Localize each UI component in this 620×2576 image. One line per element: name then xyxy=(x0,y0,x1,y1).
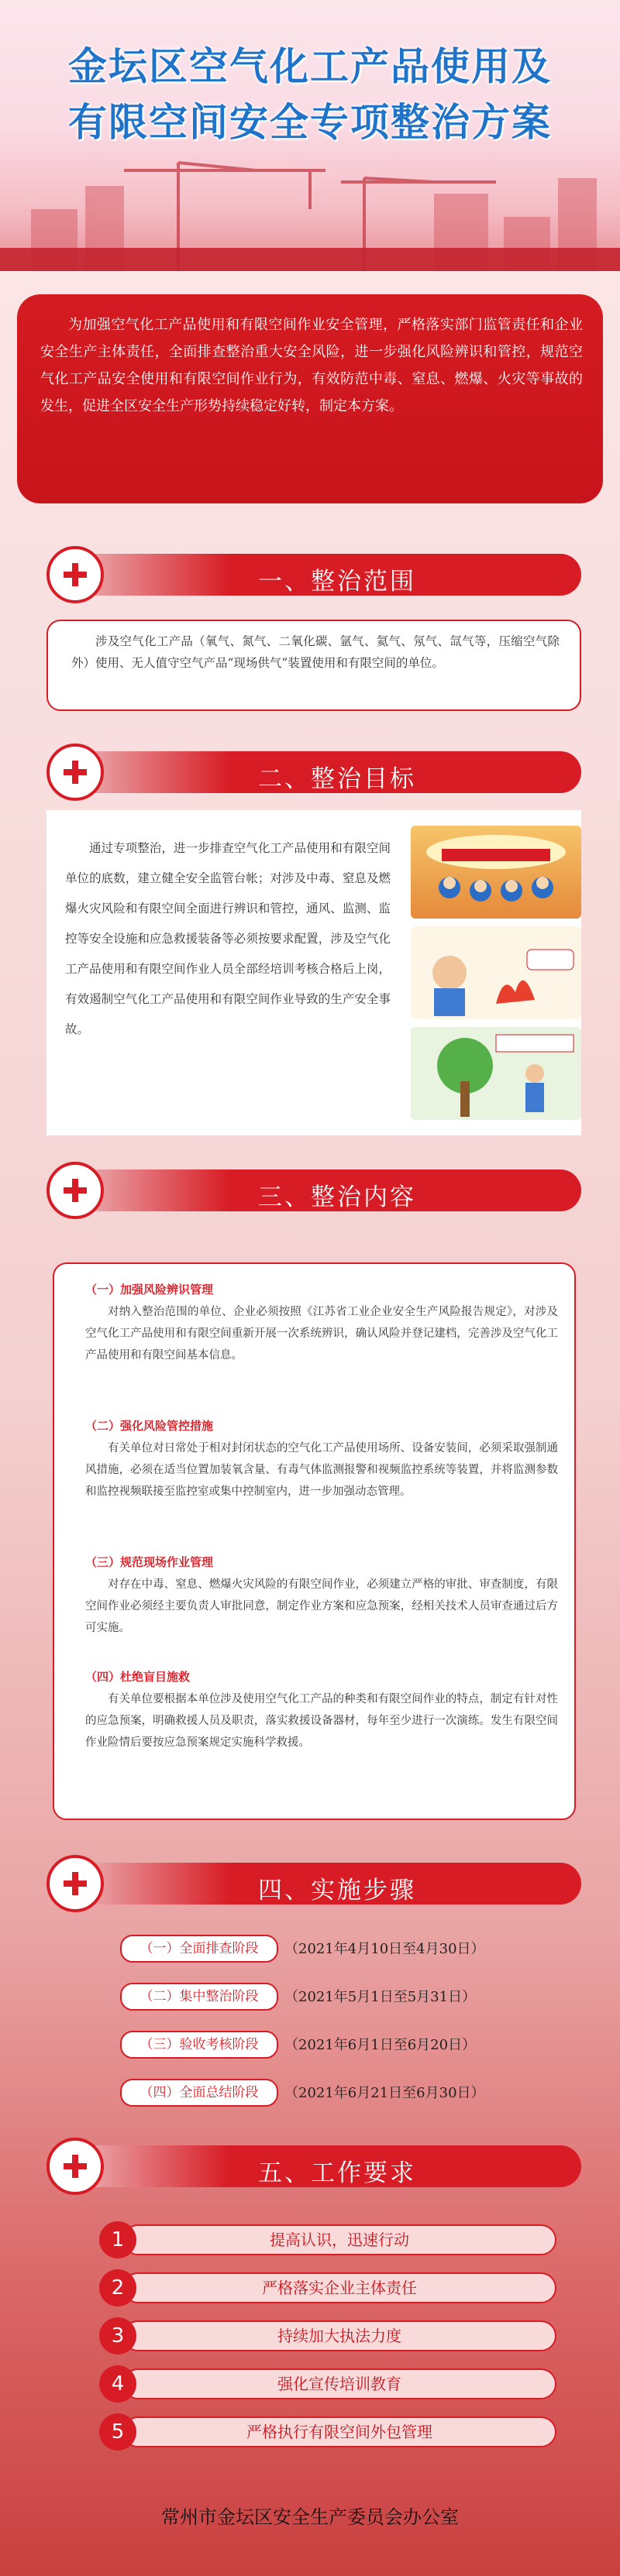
page-title-line1: 金坛区空气化工产品使用及 xyxy=(68,44,552,89)
requirement-text: 持续加大执法力度 xyxy=(122,2320,556,2351)
safety-cross-icon xyxy=(46,546,104,603)
step-date: （2021年6月21日至6月30日） xyxy=(284,2085,485,2101)
goals-box xyxy=(46,810,581,1135)
footer-issuer: 常州市金坛区安全生产委员会办公室 xyxy=(161,2506,459,2528)
content-heading-1: （一）加强风险辨识管理 xyxy=(85,1283,214,1297)
requirement-text: 严格落实企业主体责任 xyxy=(122,2272,556,2303)
section-header-scope xyxy=(46,546,581,603)
step-label: （二）集中整治阶段 xyxy=(120,1983,278,2011)
content-heading-2: （二）强化风险管控措施 xyxy=(85,1419,214,1433)
header-banner xyxy=(0,0,620,271)
fire-hazard-illustration xyxy=(411,926,581,1019)
step-label: （一）全面排查阶段 xyxy=(120,1935,278,1963)
requirement-number: 5 xyxy=(99,2413,136,2451)
safety-cross-icon xyxy=(46,1162,104,1219)
content-heading-3: （三）规范现场作业管理 xyxy=(85,1555,214,1569)
requirement-number: 2 xyxy=(99,2269,136,2306)
content-box xyxy=(53,1262,576,1820)
requirement-text: 强化宣传培训教育 xyxy=(122,2368,556,2399)
section-header-content xyxy=(46,1162,581,1219)
step-date: （2021年5月1日至5月31日） xyxy=(284,1989,477,2005)
section-title: 五、工作要求 xyxy=(258,2159,416,2187)
tree-watering-illustration xyxy=(411,1027,581,1120)
content-text-3: 对存在中毒、窒息、燃爆火灾风险的有限空间作业，必须建立严格的审批、审查制度，有限空间作业必须经主要负责人审批同意，制定作业方案和应急预案，经相关技术人员审查通过后方可实施。 xyxy=(85,1578,558,1634)
goals-text: 通过专项整治，进一步排查空气化工产品使用和有限空间单位的底数，建立健全安全监管台帐；对涉及中毒、窒息及燃爆火灾风险和有限空间全面进行辨识和管控，通风、监测、监控等安全设施和应急救援装备等必须按要求配置，涉及空气化工产品使用和有限空间作业人员全部经培训考核合格后上岗，有效遏制空气化工产品使用和有限空间作业导致的生产安全事故。 xyxy=(65,841,391,1036)
requirement-number: 4 xyxy=(99,2365,136,2403)
requirement-text: 提高认识，迅速行动 xyxy=(122,2224,556,2255)
content-text-2: 有关单位对日常处于相对封闭状态的空气化工产品使用场所、设备安装间，必须采取强制通风措施，必须在适当位置加装氧含量、有毒气体监测报警和视频监控系统等装置，并将监测参数和监控视频联接至监控室或集中控制室内，进一步加强动态管理。 xyxy=(85,1442,558,1498)
section-header-goals xyxy=(46,744,581,801)
requirement-text: 严格执行有限空间外包管理 xyxy=(122,2416,556,2447)
section-header-steps xyxy=(46,1855,581,1912)
step-date: （2021年6月1日至6月20日） xyxy=(284,2037,477,2053)
section-title: 三、整治内容 xyxy=(258,1183,416,1211)
content-heading-4: （四）杜绝盲目施救 xyxy=(85,1670,191,1684)
requirement-5 xyxy=(99,2413,556,2451)
content-text-4: 有关单位要根据本单位涉及使用空气化工产品的种类和有限空间作业的特点，制定有针对性的应急预案，明确救援人员及职责，落实救援设备器材，每年至少进行一次演练。发生有限空间作业险情后要按应急预案规定实施科学救援。 xyxy=(85,1693,558,1749)
safety-cross-icon xyxy=(46,2138,104,2195)
requirement-number: 3 xyxy=(99,2317,136,2354)
step-date: （2021年4月10日至4月30日） xyxy=(284,1941,485,1957)
step-label: （三）验收考核阶段 xyxy=(120,2031,278,2059)
safety-cross-icon xyxy=(46,1855,104,1912)
requirement-2 xyxy=(99,2269,556,2306)
requirement-1 xyxy=(99,2221,556,2258)
page-title-line2: 有限空间安全专项整治方案 xyxy=(68,100,552,145)
section-title: 一、整治范围 xyxy=(258,568,416,596)
section-header-requirements xyxy=(46,2138,581,2195)
intro-text: 为加强空气化工产品使用和有限空间作业安全管理，严格落实部门监管责任和企业安全生产主体责任，全面排查整治重大安全风险，进一步强化风险辨识和管控，规范空气化工产品安全使用和有限空间作业行为，有效防范中毒、窒息、燃爆、火灾等事故的发生，促进全区安全生产形势持续稳定好转，制定本方案。 xyxy=(40,317,583,414)
scope-text: 涉及空气化工产品（氧气、氮气、二氧化碳、氩气、氦气、氖气、氙气等，压缩空气除外）使用、无人值守空气产品“现场供气”装置使用和有限空间的单位。 xyxy=(71,634,560,670)
safety-workers-illustration xyxy=(411,826,581,919)
requirement-4 xyxy=(99,2365,556,2403)
step-label: （四）全面总结阶段 xyxy=(120,2079,278,2107)
section-title: 四、实施步骤 xyxy=(258,1877,416,1905)
requirement-3 xyxy=(99,2317,556,2354)
safety-cross-icon xyxy=(46,744,104,801)
requirement-number: 1 xyxy=(99,2221,136,2258)
scope-box xyxy=(46,620,581,711)
construction-skyline-illustration xyxy=(0,155,620,271)
section-title: 二、整治目标 xyxy=(258,765,416,793)
content-text-1: 对纳入整治范围的单位、企业必须按照《江苏省工业企业安全生产风险报告规定》，对涉及空气化工产品使用和有限空间重新开展一次系统辨识，确认风险并登记建档，完善涉及空气化工产品使用和有限空间基本信息。 xyxy=(85,1306,558,1362)
